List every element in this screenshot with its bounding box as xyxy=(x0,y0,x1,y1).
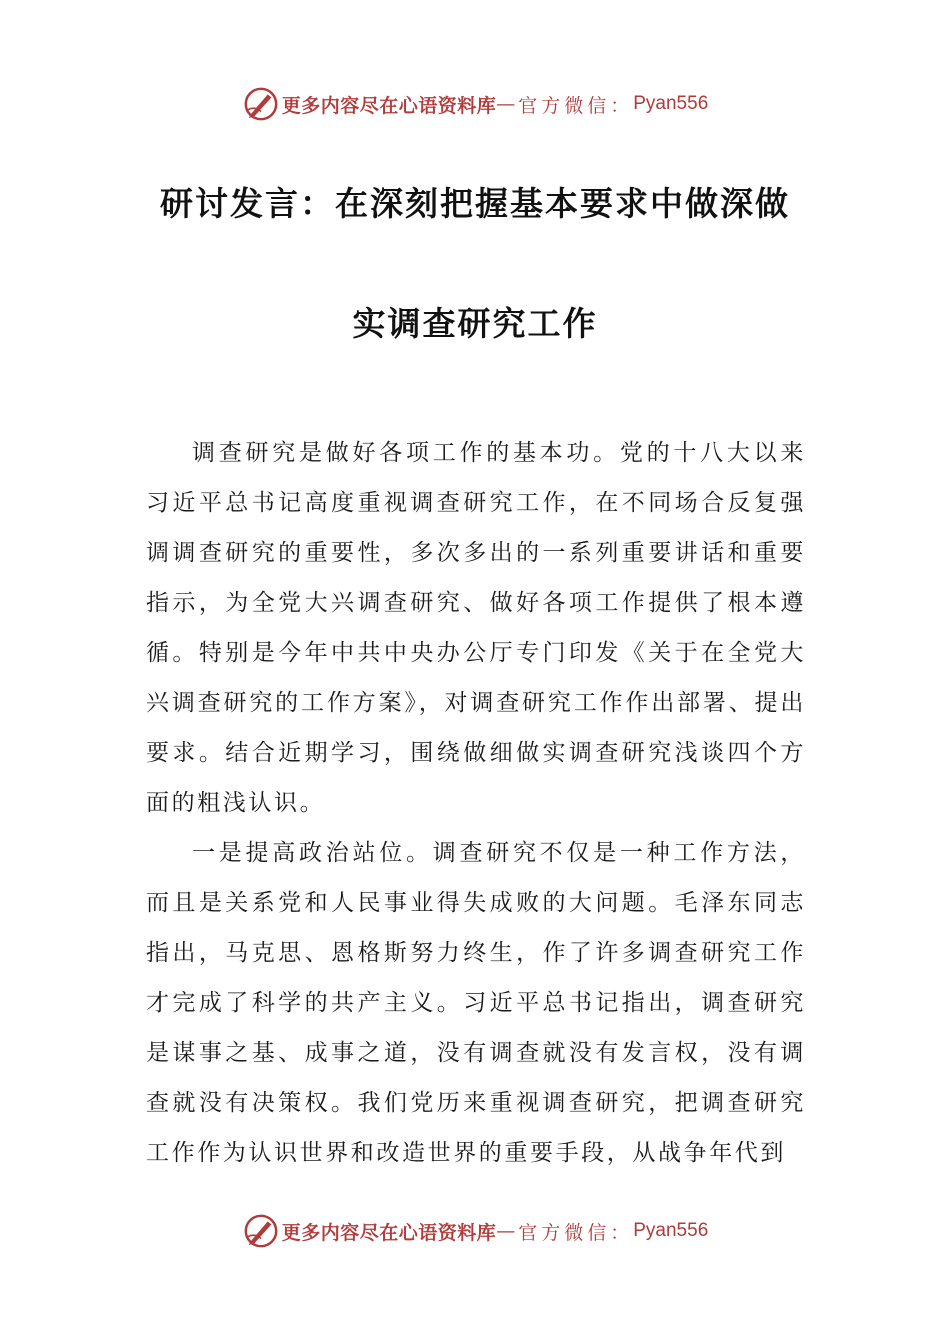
watermark-wechat-label: 官方微信： xyxy=(518,1221,634,1244)
pen-logo-icon xyxy=(242,1212,280,1250)
pen-logo-icon xyxy=(242,85,280,123)
watermark-text: 更多内容尽在心语资料库 xyxy=(281,1221,497,1244)
watermark-dash: — xyxy=(496,93,516,115)
watermark-dash: — xyxy=(496,1220,516,1242)
watermark-header xyxy=(0,84,950,124)
document-title-line-1: 研讨发言：在深刻把握基本要求中做深做 xyxy=(160,184,790,223)
watermark-text: 更多内容尽在心语资料库 xyxy=(281,94,497,117)
document-title-line-2: 实调查研究工作 xyxy=(352,304,598,343)
body-paragraph: 调查研究是做好各项工作的基本功。党的十八大以来习近平总书记高度重视调查研究工作，在不同场合反复强调调查研究的重要性，多次多出的一系列重要讲话和重要指示，为全党大兴调查研究、做好各项工作提供了根本遵循。特别是今年中共中央办公厅专门印发《关于在全党大兴调查研究的工作方案》，对调查研究工作作出部署、提出要求。结合近期学习，围绕做细做实调查研究浅谈四个方面的粗浅认识。 xyxy=(146,440,806,816)
watermark-footer xyxy=(0,1211,950,1251)
watermark-wechat-label: 官方微信： xyxy=(518,94,634,117)
watermark-wechat-id: Pyan556 xyxy=(633,93,709,114)
watermark-wechat-id: Pyan556 xyxy=(633,1220,709,1241)
document-body xyxy=(146,428,806,1178)
body-paragraph: 一是提高政治站位。调查研究不仅是一种工作方法，而且是关系党和人民事业得失成败的大问题。毛泽东同志指出，马克思、恩格斯努力终生，作了许多调查研究工作才完成了科学的共产主义。习近平总书记指出，调查研究是谋事之基、成事之道，没有调查就没有发言权，没有调查就没有决策权。我们党历来重视调查研究，把调查研究工作作为认识世界和改造世界的重要手段，从战争年代到 xyxy=(146,840,806,1166)
